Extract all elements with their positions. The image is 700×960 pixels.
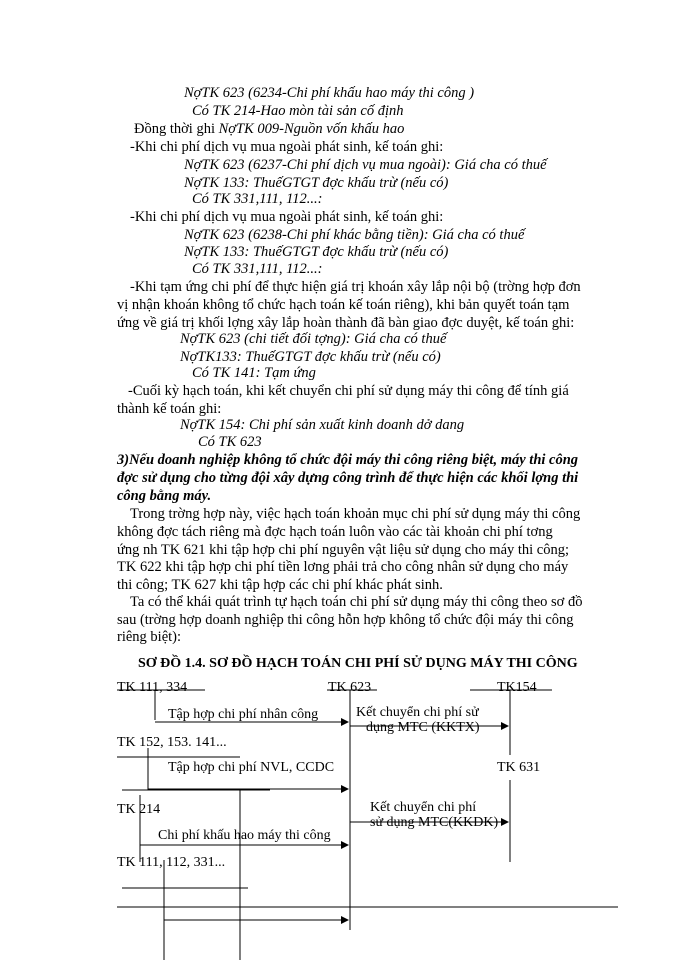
text-line: -Cuối kỳ hạch toán, khi kết chuyển chi phí sử dụng máy thi công để tính giá	[128, 383, 569, 399]
label-transfer-kkdk-2: sử dụng MTC(KKDK)	[370, 815, 499, 830]
entry-debit-133: NợTK 133: ThuếGTGT đợc khấu trừ (nếu có)	[184, 175, 449, 191]
entry-debit-009: NợTK 009-Nguồn vốn khấu hao	[218, 121, 405, 137]
section-heading: công bằng máy.	[117, 488, 212, 504]
text-line: ứng về giá trị khối lợng xây lắp hoàn thành đã bàn giao đợc duyệt, kế toán ghi:	[117, 315, 575, 331]
text-line: -Khi tạm ứng chi phí để thực hiện giá trị khoán xây lắp nội bộ (trờng hợp đơn	[130, 279, 581, 295]
account-tk111-334: TK 111, 334	[117, 680, 188, 695]
label-material-cost: Tập hợp chi phí NVL, CCDC	[168, 760, 335, 775]
account-tk214: TK 214	[117, 802, 161, 817]
text-line: thành kế toán ghi:	[117, 401, 222, 417]
account-tk631: TK 631	[497, 760, 541, 775]
text-line: vị nhận khoán không tổ chức hạch toán kế toán riêng), khi bản quyết toán tạm	[117, 297, 570, 313]
label-depreciation-cost: Chi phí khấu hao máy thi công	[158, 828, 331, 843]
paragraph-line: Trong trờng hợp này, việc hạch toán khoản mục chi phí sử dụng máy thi công	[130, 506, 581, 522]
text-line: -Khi chi phí dịch vụ mua ngoài phát sinh, kế toán ghi:	[130, 209, 444, 225]
paragraph-line: sau (trờng hợp doanh nghiệp thi công hỗn hợp không tổ chức đội máy thi công	[117, 612, 574, 628]
entry-credit-623: Có TK 623	[198, 434, 262, 450]
entry-debit-623-6238: NợTK 623 (6238-Chi phí khác bằng tiền): Giá cha có thuế	[184, 227, 525, 243]
diagram-title: SƠ ĐỒ 1.4. SƠ ĐỒ HẠCH TOÁN CHI PHÍ SỬ DỤNG MÁY THI CÔNG	[138, 656, 578, 671]
paragraph-line: riêng biệt):	[117, 629, 182, 645]
entry-debit-133: NợTK 133: ThuếGTGT đợc khấu trừ (nếu có)	[184, 244, 449, 260]
paragraph-line: thi công; TK 627 khi tập hợp các chi phí khác phát sinh.	[117, 577, 443, 593]
entry-credit-331: Có TK 331,111, 112...:	[192, 261, 323, 277]
label-labor-cost: Tập hợp chi phí nhân công	[168, 707, 319, 722]
label-transfer-kktx-1: Kết chuyển chi phí sử	[356, 705, 479, 720]
account-tk623: TK 623	[328, 680, 372, 695]
paragraph-line: TK 622 khi tập hợp chi phí tiền lơng phải trả cho công nhân sử dụng cho máy	[117, 559, 569, 575]
entry-credit-214: Có TK 214-Hao mòn tài sản cố định	[192, 103, 404, 119]
label-transfer-kkdk-1: Kết chuyển chi phí	[370, 800, 477, 815]
text-simultaneous: Đồng thời ghi	[134, 121, 219, 137]
paragraph-line: ứng nh TK 621 khi tập hợp chi phí nguyên vật liệu sử dụng cho máy thi công;	[117, 542, 570, 558]
account-tk152-153-141: TK 152, 153. 141...	[117, 735, 227, 750]
section-heading: 3)Nếu doanh nghiệp không tổ chức đội máy thi công riêng biệt, máy thi công	[117, 452, 579, 468]
account-tk154: TK154	[497, 680, 537, 695]
section-heading: đợc sử dụng cho từng đội xây dựng công trình để thực hiện các khối lợng thi	[117, 470, 579, 486]
entry-credit-141: Có TK 141: Tạm ứng	[192, 365, 316, 381]
entry-debit-623-6234: NợTK 623 (6234-Chi phí khấu hao máy thi công )	[184, 85, 475, 101]
paragraph-line: không đợc tách riêng mà đợc hạch toán luôn vào các tài khoản chi phí tơng	[117, 524, 553, 540]
paragraph-line: Ta có thể khái quát trình tự hạch toán chi phí sử dụng máy thi công theo sơ đồ	[130, 594, 583, 610]
entry-debit-623-detail: NợTK 623 (chi tiết đối tợng): Giá cha có thuế	[180, 331, 447, 347]
entry-debit-133: NợTK133: ThuếGTGT đợc khấu trừ (nếu có)	[180, 349, 441, 365]
entry-debit-154: NợTK 154: Chi phí sản xuất kinh doanh dở dang	[180, 417, 465, 433]
label-transfer-kktx-2: dụng MTC (KKTX)	[366, 720, 480, 735]
entry-credit-331: Có TK 331,111, 112...:	[192, 191, 323, 207]
text-line: -Khi chi phí dịch vụ mua ngoài phát sinh, kế toán ghi:	[130, 139, 444, 155]
account-tk111-112-331: TK 111, 112, 331...	[117, 855, 226, 870]
entry-debit-623-6237: NợTK 623 (6237-Chi phí dịch vụ mua ngoài): Giá cha có thuế	[184, 157, 547, 173]
